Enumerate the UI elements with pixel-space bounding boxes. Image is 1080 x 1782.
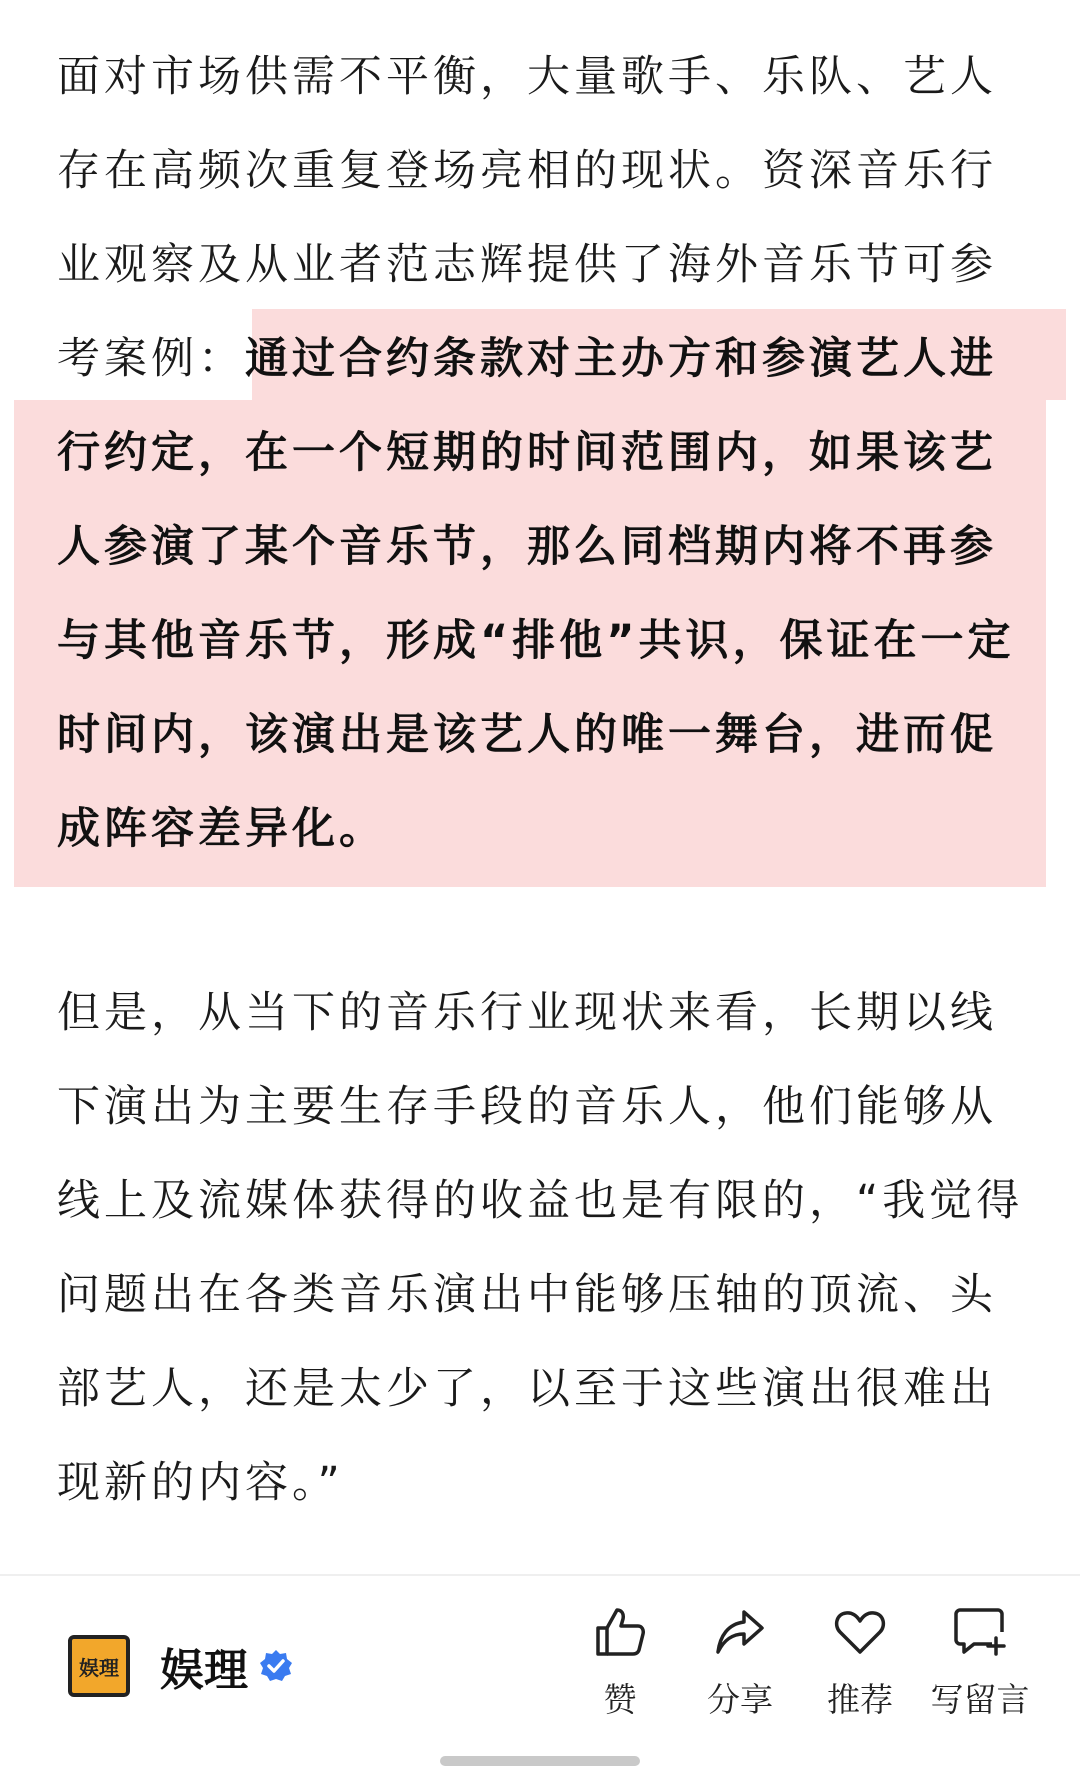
highlight-line: 时间内，该演出是该艺人的唯一舞台，进而促 bbox=[57, 710, 997, 760]
highlight-line: 成阵容差异化。 bbox=[57, 804, 386, 854]
like-label: 赞 bbox=[603, 1680, 637, 1719]
text-line: 现新的内容。” bbox=[57, 1458, 344, 1508]
author-logo-text: 娱理 bbox=[79, 1655, 119, 1680]
action-buttons bbox=[560, 1604, 1040, 1754]
text-line: 面对市场供需不平衡，大量歌手、乐队、艺人 bbox=[57, 52, 997, 102]
comment-button[interactable] bbox=[920, 1604, 1040, 1754]
text-line: 但是，从当下的音乐行业现状来看，长期以线 bbox=[57, 988, 997, 1038]
recommend-label: 推荐 bbox=[827, 1680, 893, 1719]
bottom-action-bar bbox=[0, 1574, 1080, 1782]
text-line: 下演出为主要生存手段的音乐人，他们能够从 bbox=[57, 1082, 997, 1132]
paragraph-2 bbox=[57, 966, 1022, 1530]
highlight-line: 与其他音乐节，形成“排他”共识，保证在一定 bbox=[57, 616, 1015, 666]
comment-label: 写留言 bbox=[930, 1680, 1030, 1719]
thumbs-up-icon bbox=[592, 1604, 648, 1660]
author-name[interactable]: 娱理 bbox=[160, 1645, 248, 1696]
text-line: 存在高频次重复登场亮相的现状。资深音乐行 bbox=[57, 146, 997, 196]
author-avatar[interactable] bbox=[68, 1635, 130, 1697]
highlighted-quote bbox=[57, 406, 1022, 876]
share-button[interactable] bbox=[680, 1604, 800, 1754]
highlight-line: 人参演了某个音乐节，那么同档期内将不再参 bbox=[57, 522, 997, 572]
highlight-text: 通过合约条款对主办方和参演艺人进 bbox=[245, 334, 997, 384]
comment-add-icon bbox=[952, 1604, 1008, 1660]
text-line: 部艺人，还是太少了，以至于这些演出很难出 bbox=[57, 1364, 997, 1414]
share-label: 分享 bbox=[707, 1680, 773, 1719]
text-line: 业观察及从业者范志辉提供了海外音乐节可参 bbox=[57, 240, 997, 290]
home-indicator[interactable] bbox=[440, 1756, 640, 1766]
recommend-button[interactable] bbox=[800, 1604, 920, 1754]
paragraph-1 bbox=[57, 30, 1022, 406]
text-line: 问题出在各类音乐演出中能够压轴的顶流、头 bbox=[57, 1270, 997, 1320]
verified-badge-icon bbox=[258, 1648, 294, 1684]
text-line-mixed bbox=[57, 312, 1022, 406]
author-info[interactable] bbox=[68, 1630, 294, 1702]
heart-icon bbox=[832, 1604, 888, 1660]
text-prefix: 考案例： bbox=[57, 334, 245, 384]
text-line: 线上及流媒体获得的收益也是有限的，“我觉得 bbox=[57, 1176, 1024, 1226]
highlight-line: 行约定，在一个短期的时间范围内，如果该艺 bbox=[57, 428, 997, 478]
like-button[interactable] bbox=[560, 1604, 680, 1754]
share-arrow-icon bbox=[712, 1604, 768, 1660]
